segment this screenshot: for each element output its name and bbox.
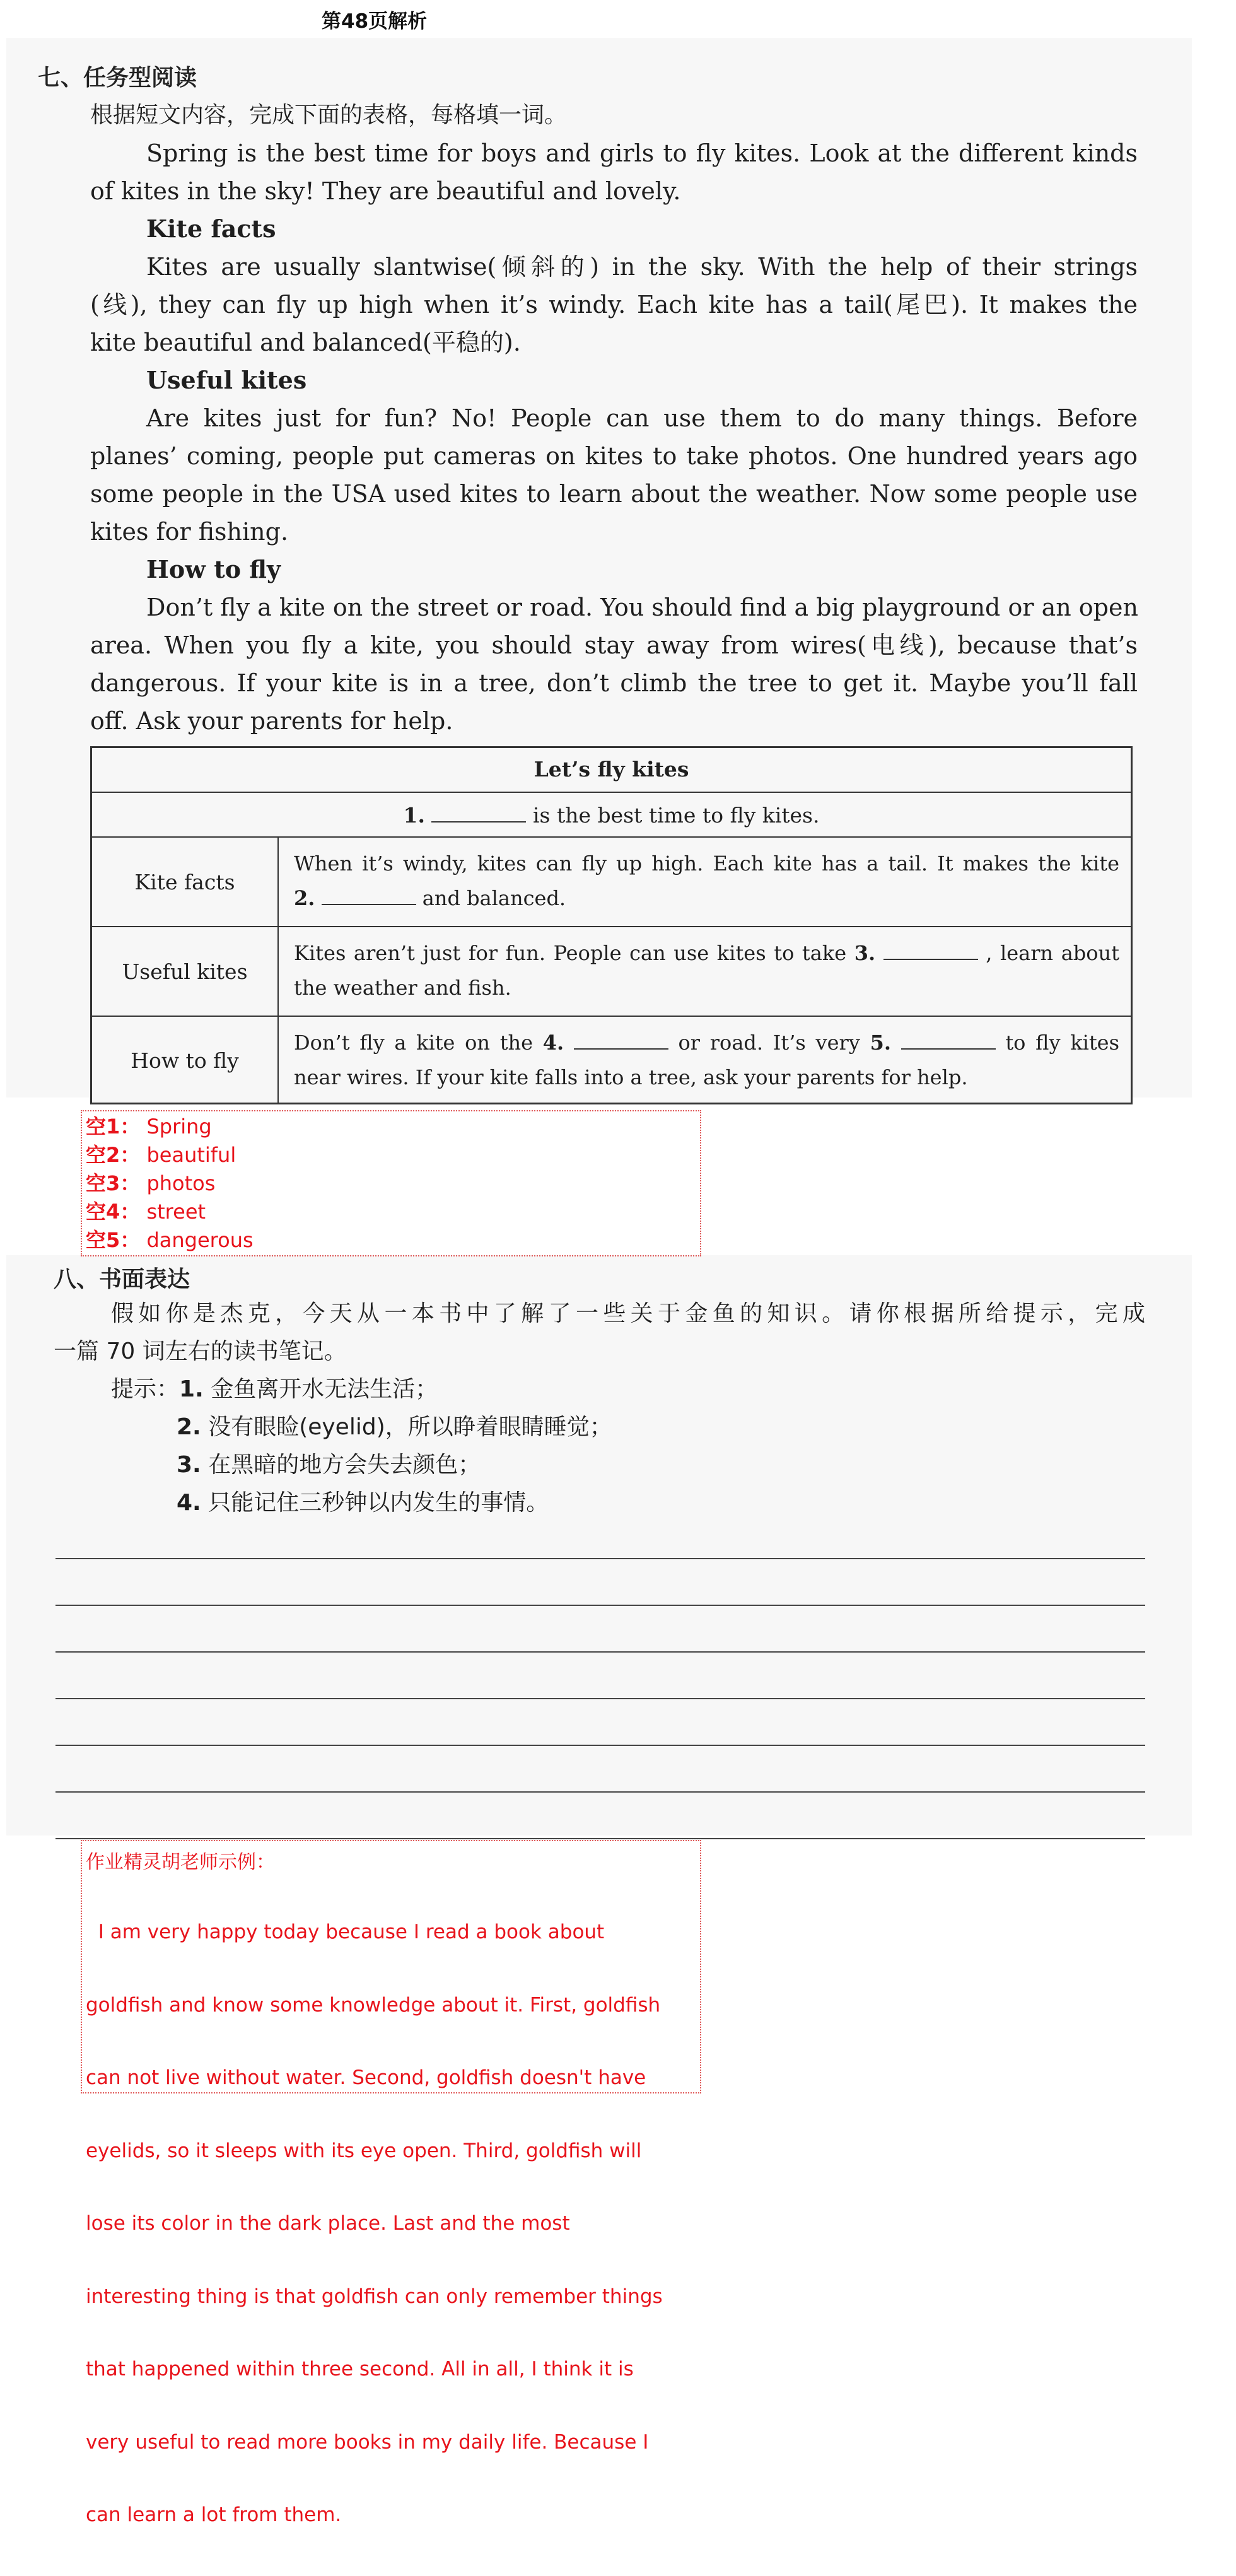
kite-table [90,746,1133,1104]
blank-number: 2. [294,886,315,910]
blank-4 [574,1029,668,1050]
table-row [92,1017,1131,1104]
passage-line: some people in the USA used kites to learn about the weather. Now some people use [90,480,1138,508]
blank-number: 4. [542,1031,564,1055]
row-text: Kites aren’t just for fun. People can use kites to take [294,941,847,965]
row-content [294,936,1119,1005]
section7-title: 七、任务型阅读 [38,65,197,91]
hint-row: 4. 只能记住三秒钟以内发生的事情。 [177,1490,549,1516]
section8-title: 八、书面表达 [54,1267,190,1292]
row-text: near wires. If your kite falls into a tree, ask your parents for help. [294,1065,968,1089]
essay-line: interesting thing is that goldfish can only remember things [86,2285,663,2308]
passage-line: planes’ coming, people put cameras on kites to take photos. One hundred years ago [90,442,1138,470]
page-header: 第48页解析 [322,10,428,33]
essay-line: that happened within three second. All in all, I think it is [86,2358,634,2380]
writing-line [55,1698,1145,1699]
blank-5 [901,1029,996,1050]
table-row-blank1 [92,802,1131,828]
writing-line [55,1838,1145,1839]
answer-item: 空2： beautiful [86,1143,236,1167]
passage-line: off. Ask your parents for help. [90,707,453,735]
passage-line: dangerous. If your kite is in a tree, don’t climb the tree to get it. Maybe you’ll fall [90,669,1138,697]
row-text: is the best time to fly kites. [532,803,820,828]
row-content [294,846,1119,916]
section7-instruction: 根据短文内容，完成下面的表格，每格填一词。 [90,102,568,128]
row-label: How to fly [92,1017,279,1104]
essay-line: goldfish and know some knowledge about it. First, goldfish [86,1993,661,2017]
blank-3 [883,940,978,960]
row-label: Kite facts [92,838,279,926]
heading-kite-facts: Kite facts [146,214,276,243]
row-text: to fly kites [1005,1031,1120,1055]
passage-line: Are kites just for fun? No! People can use them to do many things. Before [146,404,1138,432]
row-content [294,1026,1119,1095]
section8-intro: 一篇 70 词左右的读书笔记。 [54,1338,347,1364]
row-text-line2 [294,881,1119,916]
heading-how-to-fly: How to fly [146,555,281,583]
row-text: the weather and fish. [294,976,511,1000]
essay-line: eyelids, so it sleeps with its eye open. Third, goldfish will [86,2139,642,2162]
essay-heading: 作业精灵胡老师示例： [86,1851,275,1873]
passage-line: kites for fishing. [90,518,289,546]
table-row [92,838,1131,927]
passage-line: kite beautiful and balanced(平稳的). [90,329,521,356]
writing-line [55,1791,1145,1793]
blank-number: 1. [403,803,425,828]
hint-label: 提示： [111,1376,180,1402]
essay-line: very useful to read more books in my daily life. Because I [86,2430,649,2454]
hint-row: 3. 在黑暗的地方会失去颜色； [177,1452,481,1478]
row-text: , learn about [986,941,1119,965]
passage-line: Spring is the best time for boys and girls to fly kites. Look at the different kinds [146,139,1138,167]
blank-1 [431,802,526,823]
table-title-row [92,748,1131,793]
writing-line [55,1605,1145,1606]
passage-line: area. When you fly a kite, you should stay away from wires(电线), because that’s [90,631,1138,659]
table-row [92,927,1131,1017]
table-row [92,793,1131,838]
hint-row: 2. 没有眼睑(eyelid)，所以睁着眼睛睡觉； [177,1414,612,1440]
row-label: Useful kites [92,927,279,1016]
passage-line: (线), they can fly up high when it’s windy. Each kite has a tail(尾巴). It makes the [90,291,1138,319]
blank-number: 5. [870,1031,891,1055]
row-text: When it’s windy, kites can fly up high. Each kite has a tail. It makes the kite [294,852,1119,875]
row-text: or road. It’s very [678,1031,860,1055]
essay-line: lose its color in the dark place. Last and the most [86,2212,570,2235]
answer-item: 空5： dangerous [86,1228,254,1252]
row-text-line1 [294,936,1119,971]
writing-line [55,1651,1145,1653]
section8-intro: 假如你是杰克，今天从一本书中了解了一些关于金鱼的知识。请你根据所给提示，完成 [111,1301,1145,1326]
writing-line [55,1745,1145,1746]
row-text: and balanced. [422,886,566,910]
row-text: Don’t fly a kite on the [294,1031,533,1055]
answer-item: 空4： street [86,1200,206,1224]
essay-line: can learn a lot from them. [86,2503,342,2526]
writing-line [55,1558,1145,1559]
hint-row: 提示：1. 金鱼离开水无法生活； [111,1376,438,1402]
table-title: Let’s fly kites [533,757,689,782]
answer-box [81,1110,701,1256]
passage-line: Don’t fly a kite on the street or road. You should find a big playground or an open [146,594,1138,621]
heading-useful-kites: Useful kites [146,366,307,394]
answer-item: 空3： photos [86,1171,216,1195]
essay-line: can not live without water. Second, goldfish doesn't have [86,2066,646,2089]
blank-number: 3. [854,941,876,965]
blank-2 [322,885,416,905]
passage-line: of kites in the sky! They are beautiful and lovely. [90,177,681,205]
passage-line: Kites are usually slantwise(倾斜的) in the sky. With the help of their strings [146,253,1138,281]
essay-body [86,1871,691,2576]
essay-line: I am very happy today because I read a book about [86,1921,605,1943]
sample-essay-box [81,1840,701,2526]
row-text-line1 [294,1026,1119,1060]
answer-item: 空1： Spring [86,1115,212,1139]
